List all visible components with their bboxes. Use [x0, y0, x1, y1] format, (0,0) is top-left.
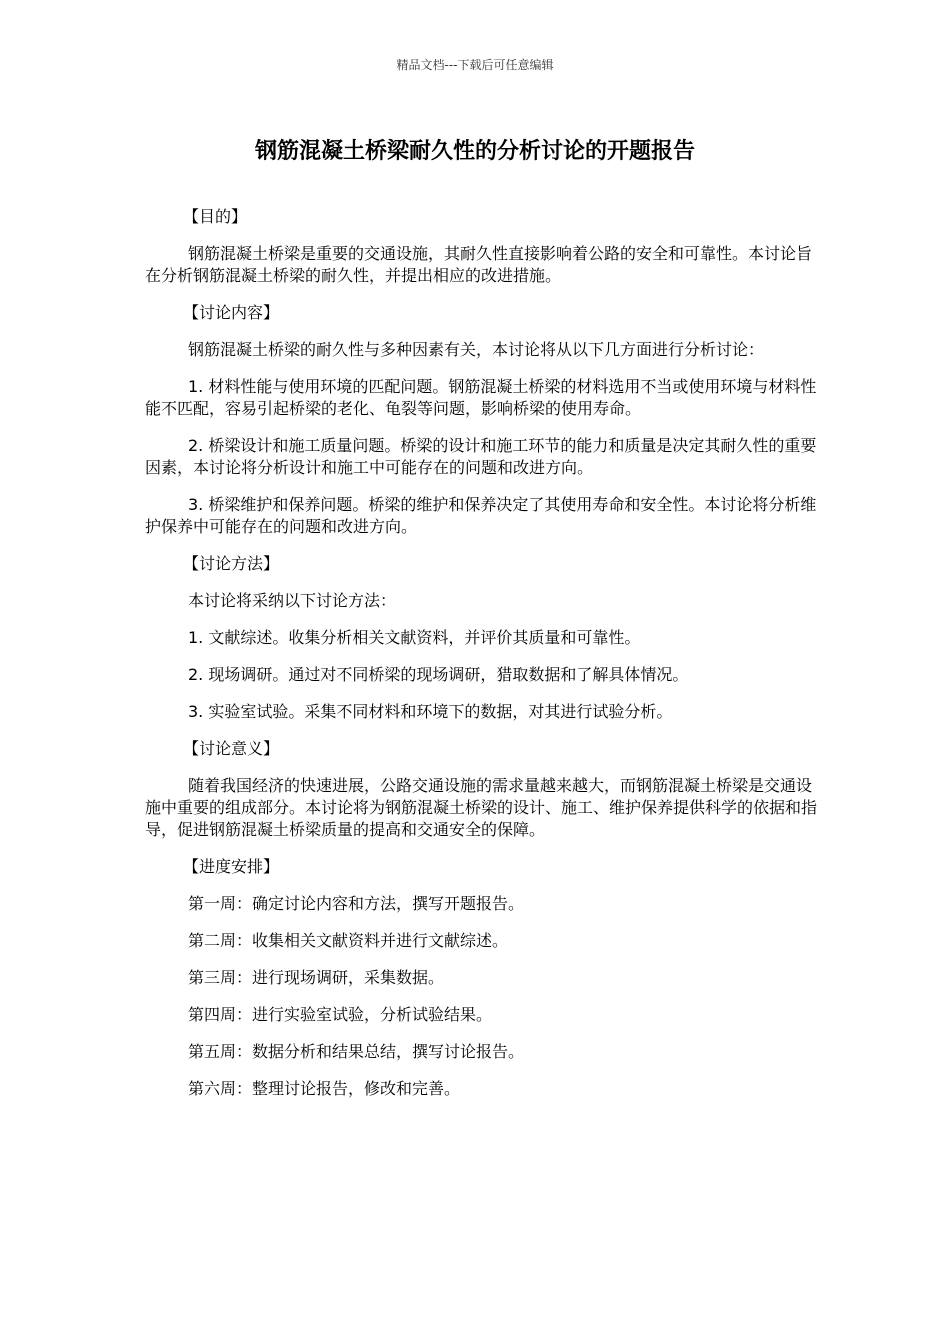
purpose-paragraph: 钢筋混凝土桥梁是重要的交通设施，其耐久性直接影响着公路的安全和可靠性。本讨论旨在分析钢筋混凝土桥梁的耐久性，并提出相应的改进措施。 — [145, 244, 813, 285]
schedule-item-week-3: 第三周：进行现场调研，采集数据。 — [188, 968, 445, 987]
section-heading-content: 【讨论内容】 — [183, 303, 280, 322]
significance-paragraph: 随着我国经济的快速进展，公路交通设施的需求量越来越大，而钢筋混凝土桥梁是交通设施中重要的组成部分。本讨论将为钢筋混凝土桥梁的设计、施工、维护保养提供科学的依据和指导，促进钢筋混凝土桥梁质量的提高和交通安全的保障。 — [145, 776, 818, 839]
content-item-2: 2. 桥梁设计和施工质量问题。桥梁的设计和施工环节的能力和质量是决定其耐久性的重要因素，本讨论将分析设计和施工中可能存在的问题和改进方向。 — [145, 436, 817, 477]
section-heading-methods: 【讨论方法】 — [183, 554, 280, 573]
schedule-item-week-2: 第二周：收集相关文献资料并进行文献综述。 — [188, 931, 509, 950]
content-item-3: 3. 桥梁维护和保养问题。桥梁的维护和保养决定了其使用寿命和安全性。本讨论将分析维护保养中可能存在的问题和改进方向。 — [145, 495, 817, 536]
methods-intro-paragraph: 本讨论将采纳以下讨论方法： — [188, 591, 397, 610]
methods-item-1: 1. 文献综述。收集分析相关文献资料，并评价其质量和可靠性。 — [188, 628, 641, 647]
content-intro-paragraph: 钢筋混凝土桥梁的耐久性与多种因素有关，本讨论将从以下几方面进行分析讨论： — [188, 340, 765, 359]
methods-item-3: 3. 实验室试验。采集不同材料和环境下的数据，对其进行试验分析。 — [188, 702, 673, 721]
section-heading-schedule: 【进度安排】 — [183, 857, 280, 876]
section-heading-significance: 【讨论意义】 — [183, 739, 280, 758]
document-body — [145, 206, 817, 1115]
schedule-item-week-5: 第五周：数据分析和结果总结，撰写讨论报告。 — [188, 1042, 525, 1061]
document-title: 钢筋混凝土桥梁耐久性的分析讨论的开题报告 — [254, 139, 695, 164]
content-item-1: 1. 材料性能与使用环境的匹配问题。钢筋混凝土桥梁的材料选用不当或使用环境与材料性能不匹配，容易引起桥梁的老化、龟裂等问题，影响桥梁的使用寿命。 — [145, 377, 817, 418]
schedule-item-week-4: 第四周：进行实验室试验，分析试验结果。 — [188, 1005, 493, 1024]
header-note: 精品文档---下载后可任意编辑 — [396, 58, 554, 72]
methods-item-2: 2. 现场调研。通过对不同桥梁的现场调研，猎取数据和了解具体情况。 — [188, 665, 689, 684]
schedule-item-week-6: 第六周：整理讨论报告，修改和完善。 — [188, 1079, 461, 1098]
schedule-item-week-1: 第一周：确定讨论内容和方法，撰写开题报告。 — [188, 894, 525, 913]
section-heading-purpose: 【目的】 — [183, 207, 248, 226]
